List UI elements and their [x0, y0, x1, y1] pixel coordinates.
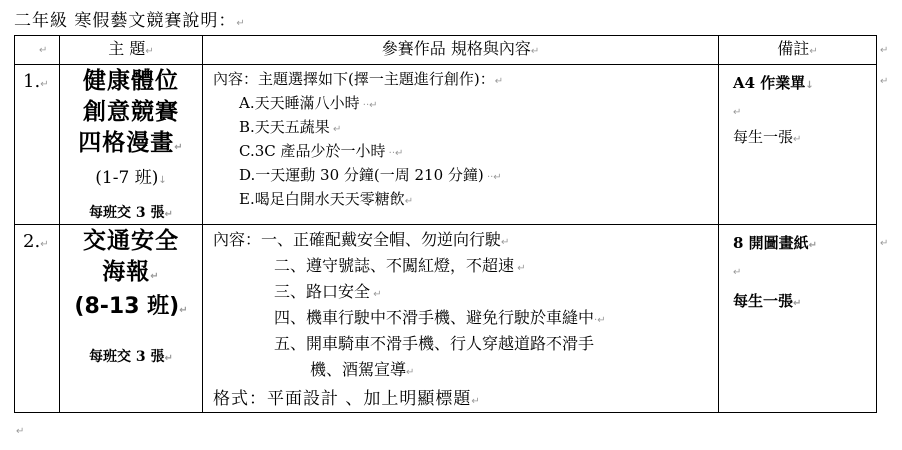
header-topic-cell [60, 36, 203, 65]
note-each [733, 125, 876, 152]
topic-line-text: 四格漫畫 [78, 129, 175, 156]
topic-line-text: 海報 [102, 258, 151, 285]
per-class-text: 每班交 3 張 [89, 349, 165, 365]
cell-mark-icon: ↵ [530, 46, 540, 57]
cell-mark-icon: ↵ [164, 209, 173, 220]
content-item-continued [213, 357, 718, 383]
note-each-text: 每生一張 [733, 292, 794, 310]
contest-table [14, 35, 877, 413]
cell-mark-icon: ↵ [370, 289, 382, 300]
row-number: 1. [23, 71, 41, 92]
topic-option [213, 139, 718, 163]
content-intro [213, 67, 718, 91]
content-item [213, 227, 718, 253]
cell-mark-icon: ↵ [494, 76, 504, 87]
topic-option [213, 115, 718, 139]
cell-mark-icon: ↵ [404, 196, 414, 207]
note-paper [733, 231, 876, 258]
item-text: 二、遵守號誌、不闖紅燈，不超速 [274, 256, 515, 275]
cell-mark-icon: ↵ [329, 124, 342, 135]
cell-mark-icon: ↵ [809, 46, 818, 57]
option-text: E.喝足白開水天天零糖飲 [239, 190, 405, 208]
item-text: 五、開車騎車不滑手機、行人穿越道路不滑手 [274, 334, 595, 353]
content-cell [203, 65, 719, 225]
cell-mark-icon: ↵ [164, 353, 173, 364]
table-row [15, 65, 877, 225]
cell-mark-icon: ↵ [514, 263, 526, 274]
topic-classes [60, 165, 202, 194]
row-number: 2. [23, 231, 41, 252]
option-text: D.一天運動 30 分鐘(一周 210 分鐘) [239, 166, 484, 184]
header-note-cell [719, 36, 877, 65]
note-each-text: 每生一張 [733, 128, 794, 146]
topic-cell [60, 225, 203, 413]
per-class-quota [60, 202, 202, 222]
note-blank-line [733, 98, 876, 125]
title-text: 二年級 寒假藝文競賽說明： [14, 11, 237, 31]
row-end-mark-icon: ↵ [880, 76, 889, 87]
classes-text: (8-13 班) [74, 294, 180, 319]
cell-mark-icon: ↵ [406, 367, 415, 378]
content-item [213, 305, 718, 331]
note-paper [733, 71, 876, 98]
cell-mark-icon: ↓ [805, 80, 814, 91]
topic-line: 交通安全 [83, 227, 179, 254]
topic-classes [60, 292, 202, 326]
note-cell [719, 65, 877, 225]
topic-line [60, 127, 202, 163]
note-paper-text: 8 開圖畫紙 [733, 234, 809, 252]
row-number-cell [15, 65, 60, 225]
item-text: 四、機車行駛中不滑手機、避免行駛於車縫中 [274, 308, 595, 327]
table-header-row [15, 36, 877, 65]
header-content: 參賽作品 規格與內容 [381, 39, 531, 58]
note-blank-line [733, 258, 876, 285]
cell-mark-icon: ↵ [145, 46, 154, 57]
header-note: 備註 [777, 39, 810, 58]
content-item [213, 253, 718, 279]
item-text: 一、正確配戴安全帽、勿逆向行駛 [261, 230, 502, 249]
header-number-cell [15, 36, 60, 65]
paragraph-mark-icon: ↵ [16, 426, 25, 437]
topic-line: 健康體位 [83, 67, 179, 94]
content-intro-text: 內容：主題選擇如下(擇一主題進行創作)： [213, 70, 495, 88]
item-text: 三、路口安全 [274, 282, 371, 301]
cell-mark-icon: ··↵ [359, 100, 378, 111]
option-text: A.天天睡滿八小時 [239, 94, 360, 112]
document-title [14, 6, 246, 31]
per-class-text: 每班交 3 張 [89, 205, 165, 221]
cell-mark-icon: ↵ [40, 79, 49, 90]
paragraph-mark-icon: ↵ [236, 18, 246, 29]
topic-option [213, 187, 718, 211]
item-text: 機、酒駕宣導 [310, 360, 407, 379]
topic-line [60, 256, 202, 292]
row-number-cell [15, 225, 60, 413]
content-item [213, 279, 718, 305]
note-paper-text: A4 作業單 [733, 74, 806, 92]
cell-mark-icon: ·↵ [594, 315, 606, 326]
content-cell [203, 225, 719, 413]
table-row [15, 225, 877, 413]
cell-mark-icon: ↵ [179, 305, 188, 316]
row-end-mark-icon: ↵ [880, 45, 889, 56]
option-text: C.3C 產品少於一小時 [239, 142, 386, 160]
cell-mark-icon: ↵ [150, 271, 160, 282]
cell-mark-icon: ↵ [733, 107, 742, 118]
format-text: 格式：平面設計 、加上明顯標題 [213, 389, 472, 409]
content-prefix: 內容： [213, 230, 262, 249]
cell-mark-icon: ↵ [174, 142, 184, 153]
per-class-quota [60, 346, 202, 366]
row-end-mark-icon: ↵ [880, 238, 889, 249]
cell-mark-icon: ↵ [39, 45, 48, 56]
topic-option [213, 163, 718, 187]
cell-mark-icon: ↵ [733, 267, 742, 278]
cell-mark-icon: ↵ [471, 396, 481, 407]
note-each [733, 289, 876, 316]
header-topic: 主 題 [108, 39, 146, 58]
cell-mark-icon: ↓ [158, 175, 167, 186]
content-item [213, 331, 718, 357]
option-text: B.天天五蔬果 [239, 118, 330, 136]
cell-mark-icon: ↵ [40, 239, 49, 250]
cell-mark-icon: ↵ [793, 134, 802, 145]
content-format [213, 386, 718, 412]
topic-option [213, 91, 718, 115]
cell-mark-icon: ··↵ [483, 172, 502, 183]
topic-line: 創意競賽 [83, 98, 179, 125]
topic-cell [60, 65, 203, 225]
note-cell [719, 225, 877, 413]
cell-mark-icon: ↵ [793, 298, 802, 309]
header-content-cell [203, 36, 719, 65]
cell-mark-icon: ↵ [501, 237, 510, 248]
cell-mark-icon: ↵ [808, 240, 818, 251]
cell-mark-icon: ··↵ [385, 148, 404, 159]
classes-text: (1-7 班) [95, 168, 159, 188]
